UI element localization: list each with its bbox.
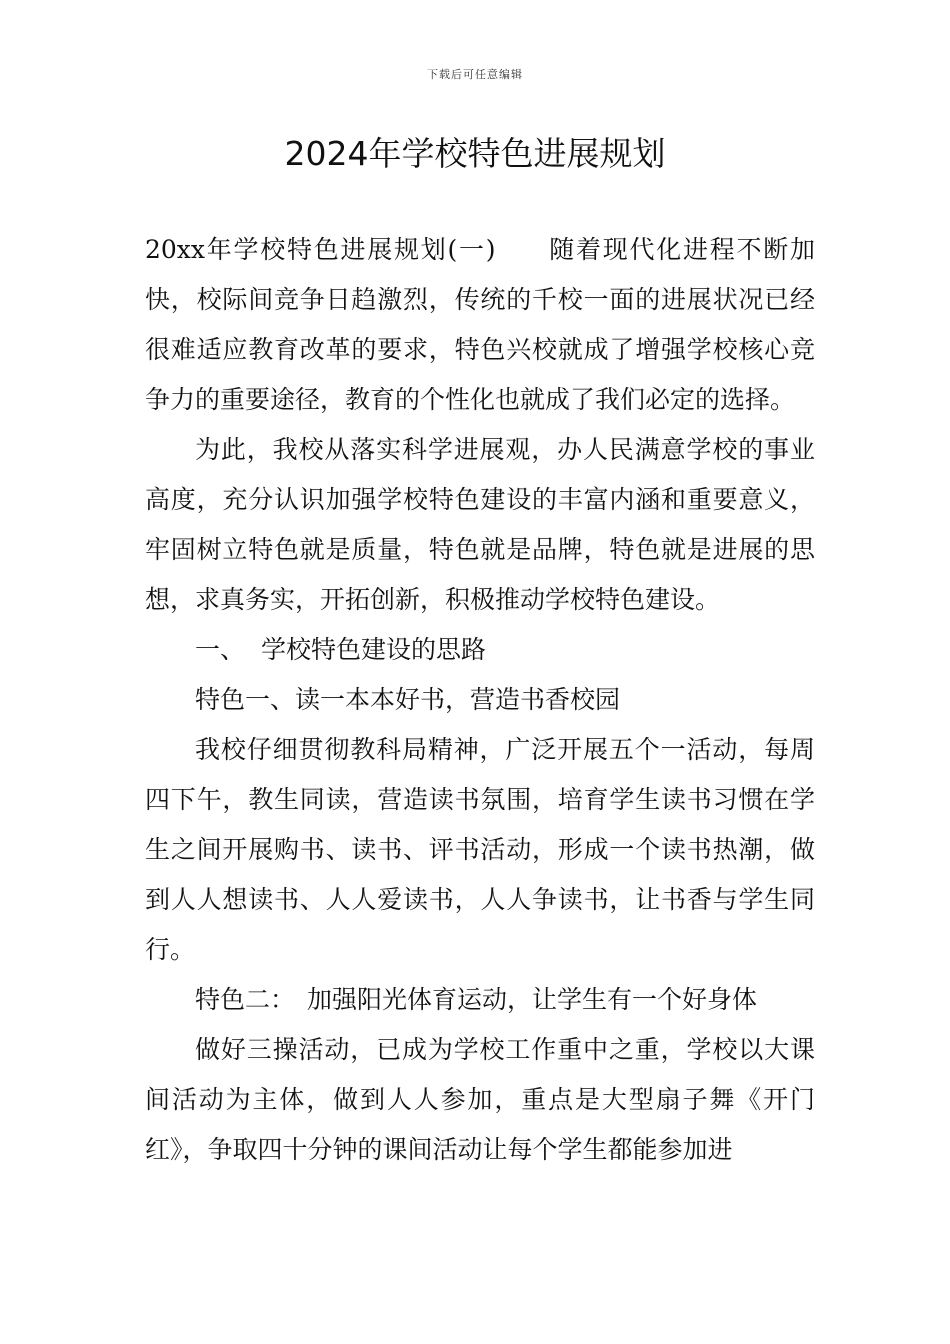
paragraph-purpose: 为此，我校从落实科学进展观，办人民满意学校的事业高度，充分认识加强学校特色建设的丰富内涵和重要意义，牢固树立特色就是质量，特色就是品牌，特色就是进展的思想，求真务实，开拓创新，积极推动学校特色建设。 [145,435,815,614]
header-note: 下载后可任意编辑 [427,68,523,81]
intro-body: 随着现代化进程不断加快，校际间竞争日趋激烈，传统的千校一面的进展状况已经很难适应教育改革的要求，特色兴校就成了增强学校核心竞争力的重要途径，教育的个性化也就成了我们必定的选择。 [145,235,815,414]
feature-heading-1: 特色一、读一本本好书，营造书香校园 [195,685,621,714]
feature-heading-2-number: 特色二： [195,985,296,1014]
feature-heading-2 [145,975,815,1025]
section-heading-1-text: 学校特色建设的思路 [261,635,487,664]
intro-lead: 20xx年学校特色进展规划(一) [145,235,496,264]
section-heading-1-number: 一、 [195,635,246,664]
paragraph-reading: 我校仔细贯彻教科局精神，广泛开展五个一活动，每周四下午，教生同读，营造读书氛围，培育学生读书习惯在学生之间开展购书、读书、评书活动，形成一个读书热潮，做到人人想读书、人人爱读书，人人争读书，让书香与学生同行。 [145,735,815,964]
paragraph-sports: 做好三操活动，已成为学校工作重中之重，学校以大课间活动为主体，做到人人参加，重点是大型扇子舞《开门红》，争取四十分钟的课间活动让每个学生都能参加进 [145,1035,815,1164]
document-title: 2024年学校特色进展规划 [284,134,666,173]
document-body [145,225,815,1175]
section-heading-1 [145,625,815,675]
feature-heading-2-text: 加强阳光体育运动，让学生有一个好身体 [307,985,758,1014]
paragraph-intro [145,225,815,425]
